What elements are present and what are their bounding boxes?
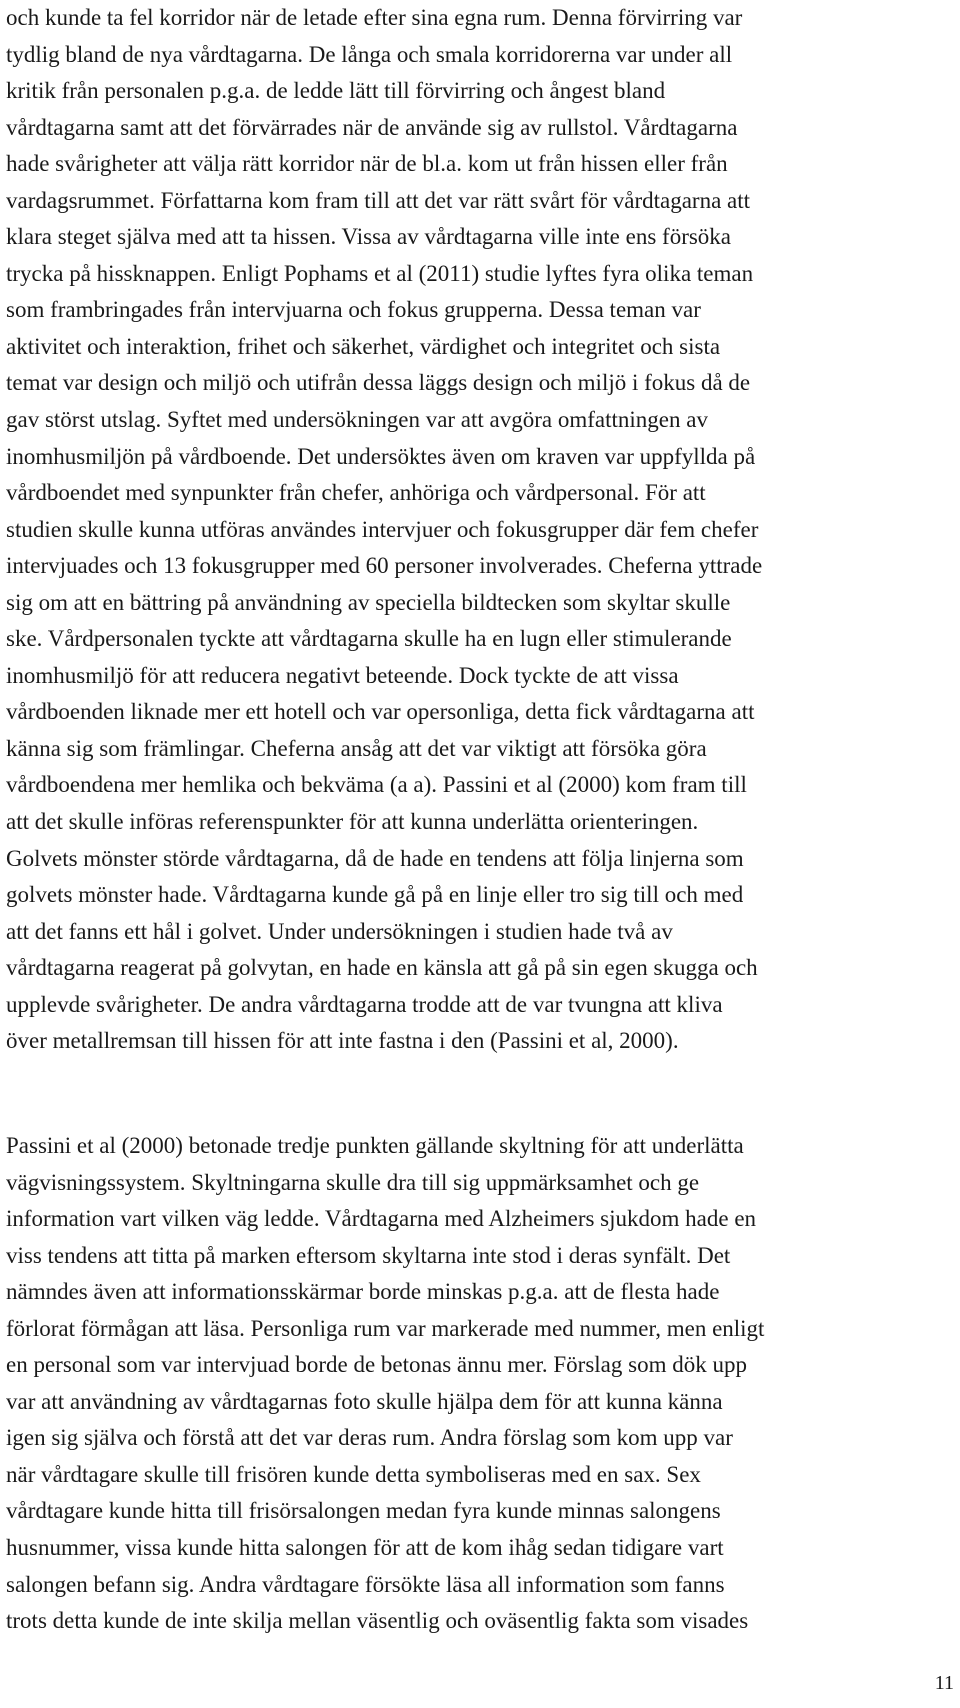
text-line: känna sig som främlingar. Cheferna ansåg att det var viktigt att försöka göra — [6, 735, 707, 761]
text-line: Passini et al (2000) betonade tredje punkten gällande skyltning för att underlätta — [6, 1133, 744, 1158]
text-line: studien skulle kunna utföras användes intervjuer och fokusgrupper där fem chefer — [6, 516, 759, 542]
text-line: över metallremsan till hissen för att inte fastna i den (Passini et al, 2000). — [6, 1028, 679, 1054]
text-line: vårdtagarna reagerat på golvytan, en hade en känsla att gå på sin egen skugga och — [6, 955, 758, 981]
text-line: vägvisningssystem. Skyltningarna skulle dra till sig uppmärksamhet och ge — [6, 1169, 700, 1195]
text-line: klara steget själva med att ta hissen. Vissa av vårdtagarna ville inte ens försöka — [6, 224, 732, 250]
text-line: upplevde svårigheter. De andra vårdtagarna trodde att de var tvungna att kliva — [6, 991, 723, 1017]
text-line: aktivitet och interaktion, frihet och säkerhet, värdighet och integritet och sista — [6, 333, 721, 359]
text-line: var att användning av vårdtagarnas foto skulle hjälpa dem för att kunna känna — [6, 1388, 723, 1414]
text-line: hade svårigheter att välja rätt korridor när de bl.a. kom ut från hissen eller från — [6, 151, 728, 177]
text-line: förlorat förmågan att läsa. Personliga rum var markerade med nummer, men enligt — [6, 1315, 765, 1341]
text-line: kritik från personalen p.g.a. de ledde lätt till förvirring och ångest bland — [6, 78, 666, 104]
page-number: 11 — [934, 1672, 954, 1694]
text-line: att det fanns ett hål i golvet. Under undersökningen i studien hade två av — [6, 918, 673, 944]
text-line: en personal som var intervjuad borde de betonas ännu mer. Förslag som dök upp — [6, 1352, 747, 1378]
text-line: husnummer, vissa kunde hitta salongen för att de kom ihåg sedan tidigare vart — [6, 1535, 724, 1561]
text-line: intervjuades och 13 fokusgrupper med 60 personer involverades. Cheferna yttrade — [6, 553, 763, 579]
text-line: viss tendens att titta på marken eftersom skyltarna inte stod i deras synfält. Det — [6, 1242, 731, 1268]
text-line: vårdboendet med synpunkter från chefer, anhöriga och vårdpersonal. För att — [6, 480, 706, 506]
paragraph — [6, 1128, 956, 1640]
text-line: tydlig bland de nya vårdtagarna. De långa och smala korridorerna var under all — [6, 41, 733, 67]
text-line: vardagsrummet. Författarna kom fram till att det var rätt svårt för vårdtagarna att — [6, 187, 751, 213]
text-line: trots detta kunde de inte skilja mellan väsentlig och oväsentlig fakta som visades — [6, 1608, 749, 1634]
text-line: salongen befann sig. Andra vårdtagare försökte läsa all information som fanns — [6, 1571, 725, 1597]
text-line: som frambringades från intervjuarna och fokus grupperna. Dessa teman var — [6, 297, 701, 323]
text-line: att det skulle införas referenspunkter för att kunna underlätta orienteringen. — [6, 809, 699, 835]
text-line: nämndes även att informationsskärmar borde minskas p.g.a. att de flesta hade — [6, 1279, 720, 1305]
text-line: trycka på hissknappen. Enligt Pophams et al (2011) studie lyftes fyra olika teman — [6, 260, 754, 286]
text-line: ske. Vårdpersonalen tyckte att vårdtagarna skulle ha en lugn eller stimulerande — [6, 626, 732, 652]
text-line: och kunde ta fel korridor när de letade efter sina egna rum. Denna förvirring var — [6, 5, 743, 30]
text-line: när vårdtagare skulle till frisören kunde detta symboliseras med en sax. Sex — [6, 1461, 701, 1487]
text-line: vårdboendena mer hemlika och bekväma (a a). Passini et al (2000) kom fram till — [6, 772, 747, 798]
text-line: vårdboenden liknade mer ett hotell och var opersonliga, detta fick vårdtagarna att — [6, 699, 755, 725]
text-line: vårdtagare kunde hitta till frisörsalongen medan fyra kunde minnas salongens — [6, 1498, 721, 1524]
text-line: golvets mönster hade. Vårdtagarna kunde gå på en linje eller tro sig till och med — [6, 882, 744, 908]
text-line: sig om att en bättring på användning av speciella bildtecken som skyltar skulle — [6, 589, 731, 615]
text-line: temat var design och miljö och utifrån dessa läggs design och miljö i fokus då de — [6, 370, 751, 396]
text-line: vårdtagarna samt att det förvärrades när de använde sig av rullstol. Vårdtagarna — [6, 114, 738, 140]
paragraph — [6, 0, 956, 1060]
text-line: gav störst utslag. Syftet med undersökningen var att avgöra omfattningen av — [6, 407, 708, 433]
text-line: igen sig själva och förstå att det var deras rum. Andra förslag som kom upp var — [6, 1425, 733, 1451]
text-line: inomhusmiljö för att reducera negativt beteende. Dock tyckte de att vissa — [6, 662, 679, 688]
text-line: inomhusmiljön på vårdboende. Det undersöktes även om kraven var uppfyllda på — [6, 443, 756, 469]
text-line: Golvets mönster störde vårdtagarna, då de hade en tendens att följa linjerna som — [6, 845, 744, 871]
text-line: information vart vilken väg ledde. Vårdtagarna med Alzheimers sjukdom hade en — [6, 1206, 757, 1232]
